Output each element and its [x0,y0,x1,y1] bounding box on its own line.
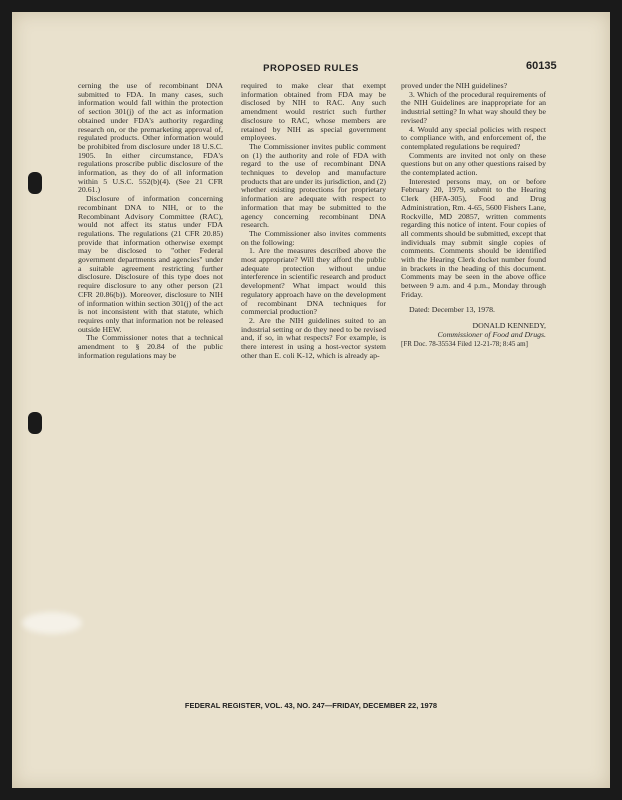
page-number: 60135 [526,60,557,72]
binding-hole [28,412,42,434]
text-column-1 [78,82,223,361]
paragraph: 3. Which of the procedural requirements of the NIH Guidelines are inappropriate for an industrial setting? In what way should they be revised? [401,89,546,125]
binding-hole [28,172,42,194]
signature-name: DONALD KENNEDY, [472,321,546,331]
paragraph: 4. Would any special policies with respect to compliance with, and enforcement of, the contemplated regulations be required? [401,124,546,151]
text-column-3 [401,82,546,348]
paragraph: 2. Are the NIH guidelines suited to an industrial setting or do they need to be revised and, if so, in what respects? For example, is there interest in using a host-vector system other than E. coli K-12, which is already ap- [241,315,386,360]
paragraph: 1. Are the measures described above the most appropriate? Will they afford the public adequate protection without undue interference in scientific research and product development? What impact would this regulatory approach have on the development of recombinant DNA techniques for commercial production? [241,246,386,317]
paragraph: required to make clear that exempt information obtained from FDA may be disclosed by NIH to RAC. Any such amendment would restrict such further disclosure to RAC, whose members are retained by NIH as special government employees. [241,81,386,143]
document-page [12,12,610,788]
text-column-2 [241,82,386,361]
page-header-title: PROPOSED RULES [263,63,359,74]
paragraph: The Commissioner also invites comments on the following: [241,228,386,247]
paragraph: Comments are invited not only on these questions but on any other questions raised by the contemplated action. [401,150,546,178]
paragraph: The Commissioner notes that a technical amendment to § 20.84 of the public information regulations may be [78,333,223,360]
signature-title: Commissioner of Food and Drugs. [437,329,546,339]
page-footer: FEDERAL REGISTER, VOL. 43, NO. 247—FRIDAY, DECEMBER 22, 1978 [184,701,438,710]
paragraph: The Commissioner invites public comment on (1) the authority and role of FDA with regard to the use of recombinant DNA techniques to develop and manufacture products that are under its jurisdiction, and (2) whether existing protections for proprietary information are adequate with respect to information that may be submitted to the agency concerning recombinant DNA research. [241,141,386,230]
paragraph: Interested persons may, on or before February 20, 1979, submit to the Hearing Clerk (HFA-305), Food and Drug Administration, Rm. 4-65, 5600 Fishers Lane, Rockville, MD 20857, written comments regarding this notice of intent. Four copies of all comments should be submitted, except that individuals may submit single copies of comments. Comments should be identified with the Hearing Clerk docket number found in brackets in the heading of this document. Comments may be seen in the above office between 9 a.m. and 4 p.m., Monday through Friday. [401,176,546,299]
paragraph: cerning the use of recombinant DNA submitted to FDA. In many cases, such information would fall within the protection of section 301(j) of the act as information obtained under FDA's authority regarding research on, or the premarketing approval of, regulated products. Other information would be prohibited from disclosure under 18 U.S.C. 1905. In either circumstance, FDA's regulations proscribe public disclosure of the information, as they do of all information within 5 U.S.C. 552(b)(4). (See 21 CFR 20.61.) [78,81,223,195]
paragraph: Disclosure of information concerning recombinant DNA to NIH, or to the Recombinant Advisory Committee (RAC), would not affect its status under FDA regulations. The regulations (21 CFR 20.85) provide that information otherwise exempt may be disclosed to "other Federal government departments and agencies" under a suitable agreement restricting further disclosure. Disclosure of this type does not require disclosure to any other person (21 CFR 20.86(b)). Moreover, disclosure to NIH of information within section 301(j) of the act is not inconsistent with that statute, which requires only that information not be released outside HEW. [78,194,223,334]
fr-doc-line: [FR Doc. 78-35534 Filed 12-21-78; 8:45 am] [401,339,528,348]
signature-block [401,322,546,339]
paper-stain [22,612,82,634]
paragraph: proved under the NIH guidelines? [401,81,508,90]
dated-line: Dated: December 13, 1978. [409,304,495,314]
